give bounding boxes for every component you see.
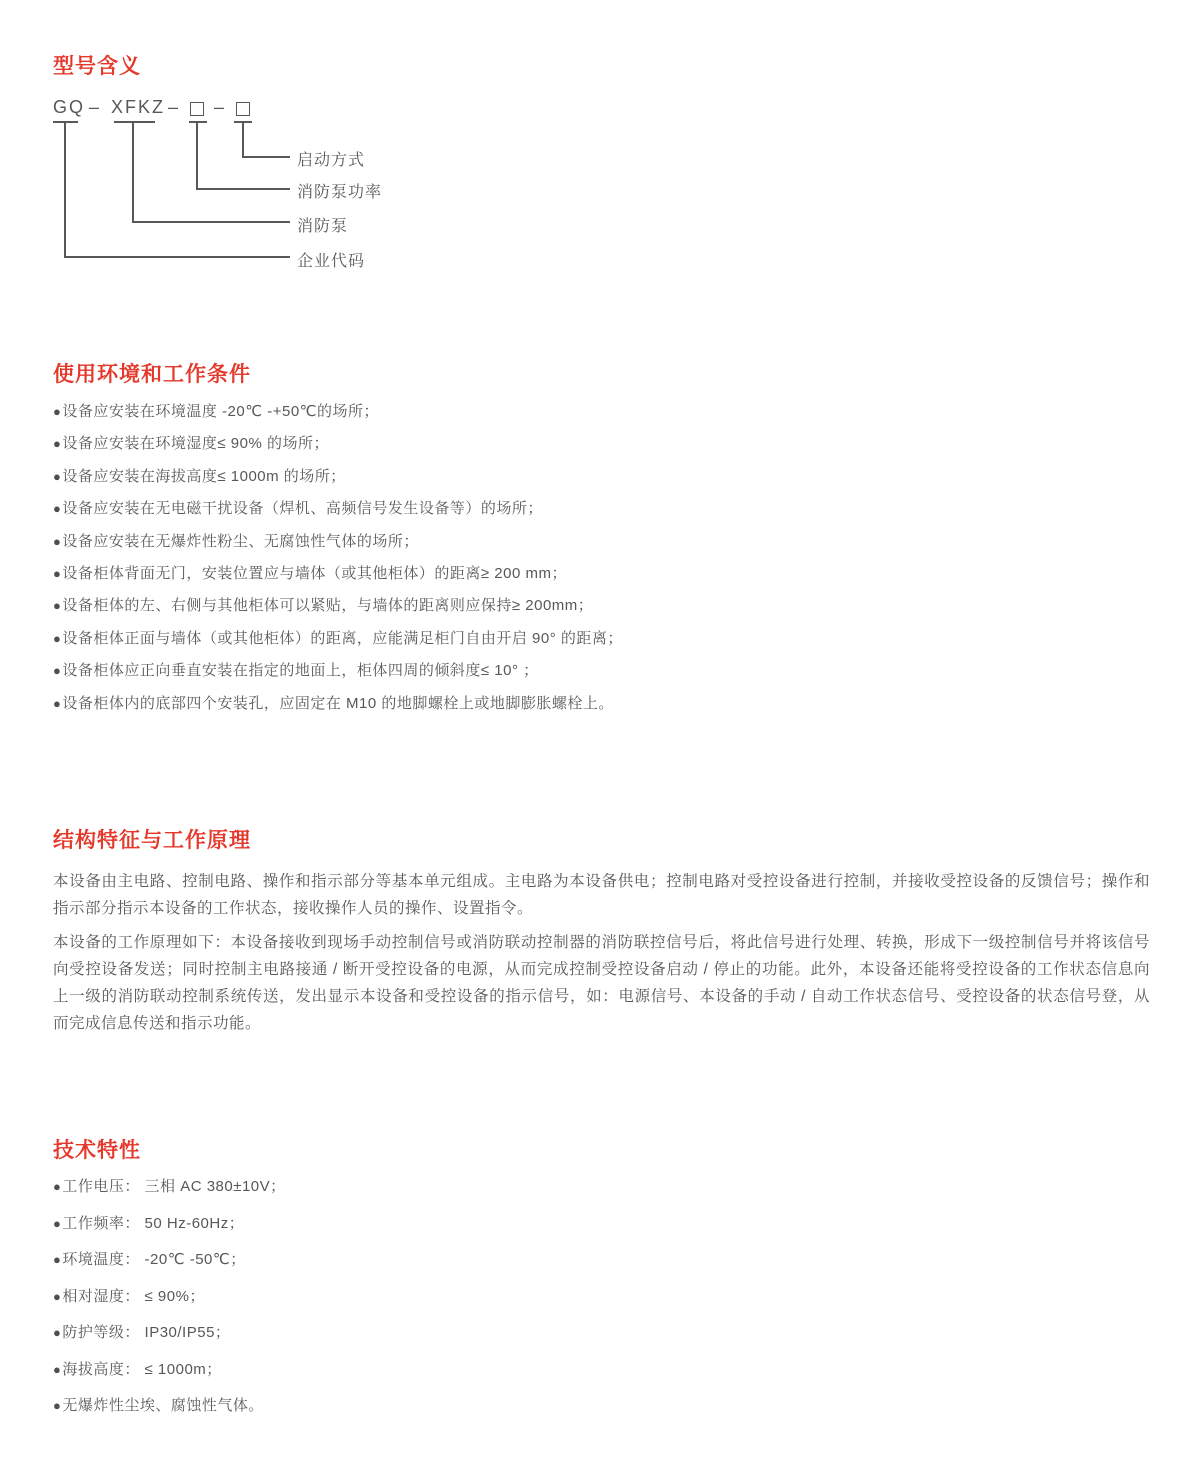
list-item	[53, 558, 623, 590]
bullet-icon: ●	[53, 630, 62, 646]
bullet-icon: ●	[53, 1361, 62, 1377]
list-item-text: 设备应安装在环境湿度≤ 90% 的场所；	[62, 435, 329, 453]
tech-section-title: 技术特性	[53, 1139, 141, 1162]
bullet-icon: ●	[53, 695, 62, 711]
list-item	[53, 526, 623, 558]
list-item	[53, 1242, 286, 1279]
connector-h-pump	[132, 221, 290, 223]
list-item	[53, 1279, 286, 1316]
list-item	[53, 1315, 286, 1352]
list-item-text: 相对湿度： ≤ 90%；	[62, 1287, 205, 1305]
list-item-text: 设备应安装在无电磁干扰设备（焊机、高频信号发生设备等）的场所；	[62, 500, 543, 518]
list-item-text: 设备柜体内的底部四个安装孔，应固定在 M10 的地脚螺栓上或地脚膨胀螺栓上。	[62, 694, 614, 712]
list-item	[53, 1206, 286, 1243]
list-item-text: 设备柜体背面无门，安装位置应与墙体（或其他柜体）的距离≥ 200 mm；	[62, 565, 567, 583]
list-item	[53, 396, 623, 428]
list-item	[53, 428, 623, 460]
list-item-text: 环境温度： -20℃ -50℃；	[62, 1251, 246, 1268]
model-label-enterprise: 企业代码	[297, 253, 366, 270]
environment-list	[53, 396, 623, 720]
bullet-icon: ●	[53, 436, 62, 452]
model-label-start-mode: 启动方式	[297, 152, 366, 169]
list-item	[53, 493, 623, 525]
list-item-text: 设备柜体应正向垂直安装在指定的地面上，柜体四周的倾斜度≤ 10° ；	[62, 662, 539, 680]
bullet-icon: ●	[53, 404, 62, 419]
list-item-text: 海拔高度： ≤ 1000m；	[62, 1360, 222, 1378]
connector-h-pump-power	[196, 188, 290, 190]
bullet-icon: ●	[53, 1179, 62, 1194]
connector-v-box2	[242, 121, 244, 158]
list-item-text: 设备应安装在环境温度 -20℃ -+50℃的场所；	[62, 403, 380, 420]
list-item-text: 设备应安装在无爆炸性粉尘、无腐蚀性气体的场所；	[62, 532, 419, 550]
bullet-icon: ●	[53, 533, 62, 549]
model-label-pump-power: 消防泵功率	[297, 184, 383, 201]
bullet-icon: ●	[53, 1325, 62, 1340]
list-item-text: 设备柜体的左、右侧与其他柜体可以紧贴，与墙体的距离则应保持≥ 200mm；	[62, 597, 594, 615]
list-item-text: 设备柜体正面与墙体（或其他柜体）的距离，应能满足柜门自由开启 90° 的距离；	[62, 629, 623, 647]
bullet-icon: ●	[53, 1215, 62, 1231]
list-item-text: 无爆炸性尘埃、腐蚀性气体。	[62, 1397, 264, 1414]
connector-v-box1	[196, 121, 198, 190]
list-item	[53, 461, 623, 493]
model-code-box2	[236, 102, 250, 116]
list-item	[53, 688, 623, 720]
list-item-text: 工作电压： 三相 AC 380±10V；	[62, 1178, 286, 1195]
model-code-dash1: –	[89, 97, 102, 117]
bullet-icon: ●	[53, 1252, 62, 1267]
bullet-icon: ●	[53, 501, 62, 517]
bullet-icon: ●	[53, 468, 62, 484]
bullet-icon: ●	[53, 1398, 62, 1413]
list-item-text: 工作频率： 50 Hz-60Hz；	[62, 1214, 245, 1232]
list-item	[53, 590, 623, 622]
model-code-dash3: –	[214, 97, 227, 117]
model-section-title: 型号含义	[53, 55, 141, 78]
environment-section-title: 使用环境和工作条件	[53, 363, 251, 386]
structure-section-title: 结构特征与工作原理	[53, 829, 251, 852]
bullet-icon: ●	[53, 1288, 62, 1304]
connector-h-start-mode	[242, 156, 290, 158]
list-item	[53, 1169, 286, 1206]
bullet-icon: ●	[53, 566, 62, 582]
list-item	[53, 1352, 286, 1389]
list-item	[53, 623, 623, 655]
connector-h-enterprise	[64, 256, 290, 258]
model-code-prefix: GQ	[53, 97, 86, 117]
connector-v-prefix	[64, 121, 66, 258]
underline-box1	[189, 121, 207, 123]
list-item	[53, 655, 623, 687]
underline-series	[114, 121, 155, 123]
connector-v-series	[132, 121, 134, 223]
list-item	[53, 1388, 286, 1425]
model-code-dash2: –	[168, 97, 181, 117]
structure-paragraph-1: 本设备由主电路、控制电路、操作和指示部分等基本单元组成。主电路为本设备供电；控制电路对受控设备进行控制，并接收受控设备的反馈信号；操作和指示部分指示本设备的工作状态，接收操作人员的操作、设置指令。	[53, 873, 1150, 917]
model-label-pump: 消防泵	[297, 218, 349, 235]
model-code-box1	[190, 102, 204, 116]
list-item-text: 设备应安装在海拔高度≤ 1000m 的场所；	[62, 467, 346, 485]
model-code-series: XFKZ	[111, 97, 166, 117]
structure-paragraph-2: 本设备的工作原理如下：本设备接收到现场手动控制信号或消防联动控制器的消防联控信号后，将此信号进行处理、转换，形成下一级控制信号并将该信号向受控设备发送；同时控制主电路接通 / 断开受控设备的电源，从而完成控制受控设备启动 / 停止的功能。此外，本设备还能将受控设备的工作状态信息向上一级的消防联动控制系统传送，发出显示本设备和受控设备的指示信号，如：电源信号、本设备的手动 / 自动工作状态信号、受控设备的状态信号登，从而完成信息传送和指示功能。	[53, 934, 1150, 1032]
list-item-text: 防护等级： IP30/IP55；	[62, 1324, 231, 1341]
bullet-icon: ●	[53, 598, 62, 614]
bullet-icon: ●	[53, 663, 62, 679]
tech-list	[53, 1169, 286, 1425]
